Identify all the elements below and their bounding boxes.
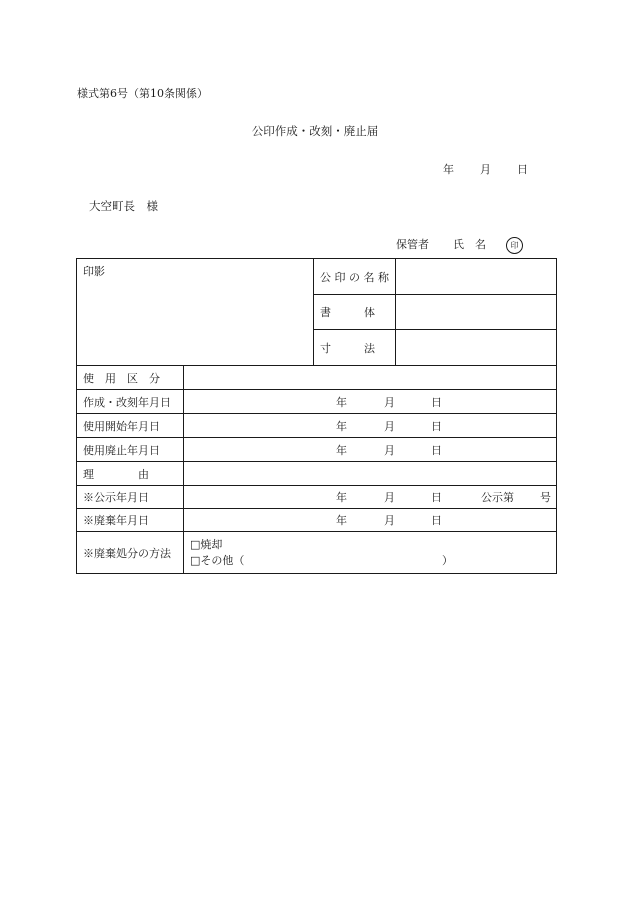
method-option-other-label: □その他（ <box>190 553 245 567</box>
reason-field[interactable] <box>184 462 557 486</box>
form-number: 様式第6号（第10条関係） <box>77 87 208 100</box>
creation-date-field[interactable] <box>184 390 557 414</box>
month-label: 月 <box>384 491 395 504</box>
custodian-label: 保管者 <box>396 238 429 251</box>
stamp-impression-cell[interactable] <box>77 259 314 366</box>
typeface-label: 書 体 <box>320 306 375 319</box>
method-option-incineration[interactable]: □焼却 <box>190 537 223 551</box>
public-notice-date-label-cell <box>77 486 184 509</box>
usage-category-label-cell <box>77 366 184 390</box>
seal-icon: 印 <box>506 237 523 254</box>
seal-registration-table <box>76 258 557 574</box>
size-label-cell <box>314 330 396 366</box>
seal-name-label-cell <box>314 259 396 295</box>
typeface-label-cell <box>314 295 396 330</box>
custodian-line <box>396 236 523 254</box>
disposal-date-label-cell <box>77 509 184 532</box>
year-label: 年 <box>336 514 347 527</box>
seal-name-field[interactable] <box>396 259 557 295</box>
use-abolish-date-label: 使用廃止年月日 <box>83 443 160 457</box>
public-notice-date-label: ※公示年月日 <box>83 491 149 504</box>
typeface-field[interactable] <box>396 295 557 330</box>
month-label: 月 <box>384 514 395 527</box>
stamp-impression-label: 印影 <box>83 265 105 278</box>
year-label: 年 <box>336 395 347 409</box>
month-label: 月 <box>384 419 395 433</box>
usage-category-label: 使 用 区 分 <box>83 371 160 385</box>
size-label: 寸 法 <box>320 341 375 355</box>
seal-name-label: 公印の名称 <box>320 270 389 284</box>
use-abolish-date-label-cell <box>77 438 184 462</box>
day-label: 日 <box>431 419 442 433</box>
addressee: 大空町長 様 <box>89 199 158 213</box>
size-field[interactable] <box>396 330 557 366</box>
disposal-date-label: ※廃棄年月日 <box>83 514 149 527</box>
use-abolish-date-field[interactable] <box>184 438 557 462</box>
day-label: 日 <box>431 491 442 504</box>
reason-label-cell <box>77 462 184 486</box>
day-label: 日 <box>431 395 442 409</box>
day-label: 日 <box>431 443 442 457</box>
year-label: 年 <box>336 443 347 457</box>
month-label: 月 <box>384 395 395 409</box>
use-start-date-label-cell <box>77 414 184 438</box>
disposal-date-field[interactable] <box>184 509 557 532</box>
usage-category-field[interactable] <box>184 366 557 390</box>
date-line <box>443 161 528 177</box>
date-day-label: 日 <box>517 163 528 176</box>
use-start-date-label: 使用開始年月日 <box>83 419 160 433</box>
year-label: 年 <box>336 419 347 433</box>
method-option-other[interactable] <box>190 553 550 569</box>
disposal-method-label-cell <box>77 532 184 574</box>
close-paren: ） <box>442 553 453 567</box>
use-start-date-field[interactable] <box>184 414 557 438</box>
month-label: 月 <box>384 443 395 457</box>
creation-date-label: 作成・改刻年月日 <box>83 395 171 409</box>
public-notice-no-label: 公示第 <box>481 491 514 504</box>
year-label: 年 <box>336 491 347 504</box>
document-title: 公印作成・改刻・廃止届 <box>251 124 379 138</box>
number-suffix-label: 号 <box>540 491 551 504</box>
disposal-method-label: ※廃棄処分の方法 <box>83 546 171 560</box>
public-notice-date-field[interactable] <box>184 486 557 509</box>
custodian-name-label: 氏 名 <box>453 238 486 251</box>
day-label: 日 <box>431 514 442 527</box>
disposal-method-field[interactable] <box>184 532 557 574</box>
creation-date-label-cell <box>77 390 184 414</box>
date-year-label: 年 <box>443 163 454 176</box>
reason-label: 理 由 <box>83 467 149 481</box>
date-month-label: 月 <box>480 163 491 176</box>
